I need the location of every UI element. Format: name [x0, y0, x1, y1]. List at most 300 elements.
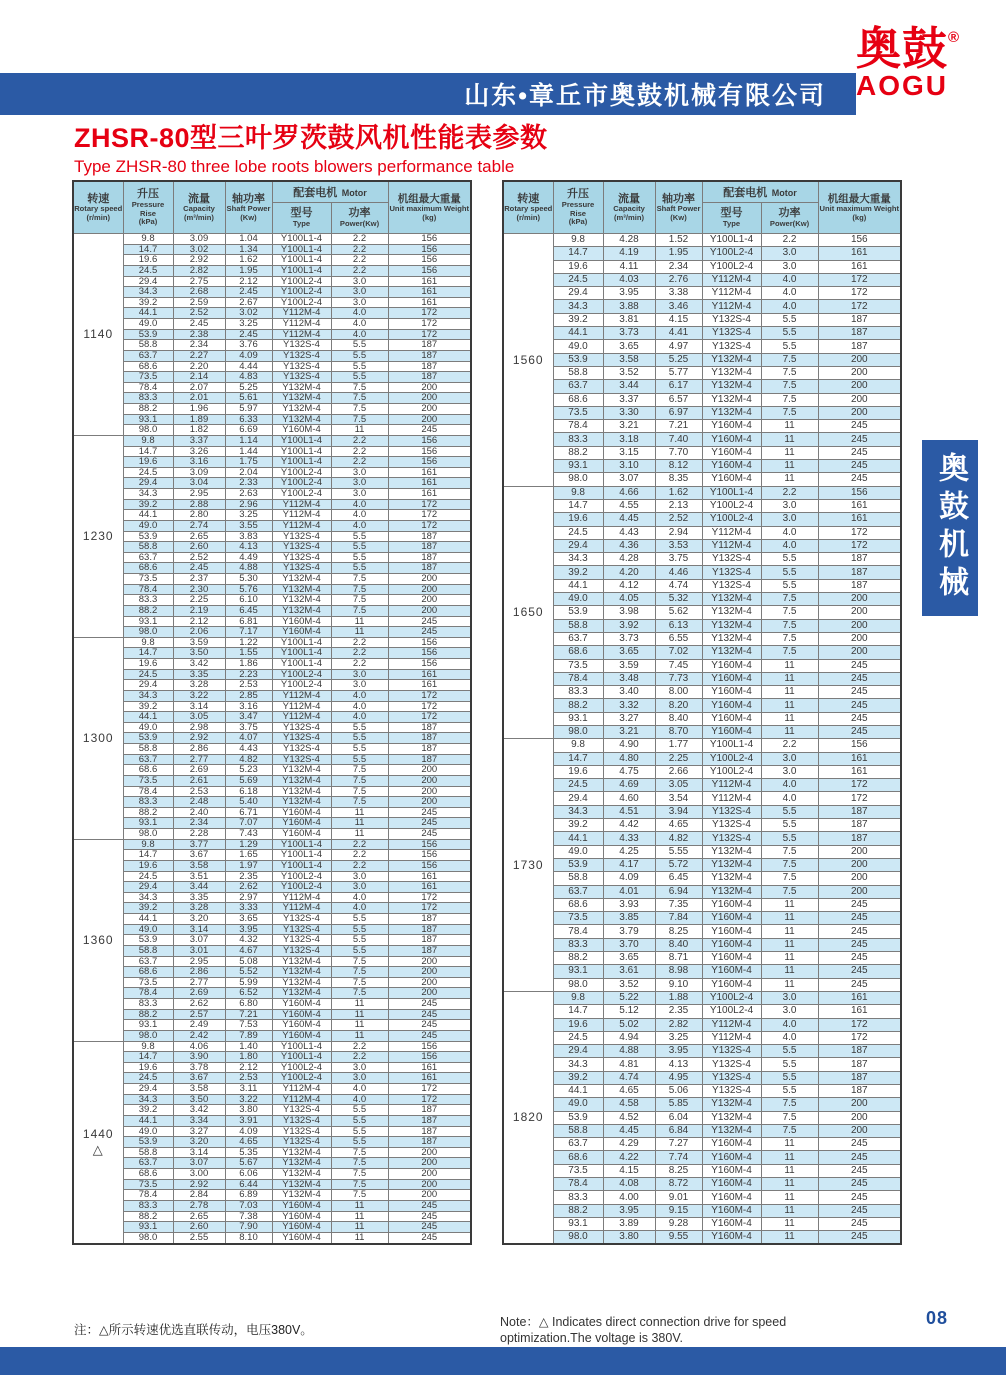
- motor-power-cell: 5.5: [331, 350, 388, 361]
- shaft-power-cell: 8.10: [225, 1232, 272, 1244]
- logo-english: AOGU: [856, 70, 948, 101]
- shaft-power-cell: 2.45: [225, 287, 272, 298]
- motor-type-cell: Y132S-4: [272, 340, 331, 351]
- pressure-cell: 58.8: [553, 366, 603, 379]
- table-row: [73, 733, 471, 744]
- pressure-cell: 9.8: [553, 234, 603, 247]
- motor-power-cell: 2.2: [331, 255, 388, 266]
- capacity-cell: 5.22: [603, 991, 655, 1004]
- pressure-cell: 44.1: [123, 914, 173, 925]
- table-row: [503, 765, 901, 778]
- pressure-cell: 29.4: [553, 539, 603, 552]
- shaft-power-cell: 3.46: [655, 300, 702, 313]
- pressure-cell: 83.3: [553, 433, 603, 446]
- pressure-cell: 58.8: [123, 1147, 173, 1158]
- pressure-cell: 63.7: [553, 380, 603, 393]
- table-row: [503, 1217, 901, 1230]
- table-row: [73, 414, 471, 425]
- weight-cell: 245: [388, 829, 471, 840]
- capacity-cell: 3.21: [603, 420, 655, 433]
- page-subtitle: Type ZHSR-80 three lobe roots blowers performance table: [74, 157, 515, 176]
- motor-power-cell: 11: [761, 1151, 818, 1164]
- weight-cell: 245: [388, 999, 471, 1010]
- table-row: [503, 446, 901, 459]
- motor-power-cell: 7.5: [331, 605, 388, 616]
- shaft-power-cell: 4.07: [225, 733, 272, 744]
- motor-power-cell: 11: [761, 925, 818, 938]
- weight-cell: 245: [388, 1009, 471, 1020]
- page-number: 08: [926, 1308, 949, 1328]
- table-row: [503, 499, 901, 512]
- weight-cell: 161: [388, 467, 471, 478]
- weight-cell: 161: [818, 247, 901, 260]
- table-row: [503, 1005, 901, 1018]
- pressure-cell: 34.3: [553, 300, 603, 313]
- pressure-cell: 58.8: [553, 619, 603, 632]
- table-row: [503, 845, 901, 858]
- shaft-power-cell: 3.25: [225, 510, 272, 521]
- capacity-cell: 3.95: [603, 287, 655, 300]
- capacity-cell: 3.14: [173, 1147, 225, 1158]
- capacity-cell: 2.45: [173, 319, 225, 330]
- weight-cell: 200: [818, 619, 901, 632]
- table-row: [503, 925, 901, 938]
- weight-cell: 245: [818, 420, 901, 433]
- motor-type-cell: Y112M-4: [272, 499, 331, 510]
- weight-cell: 156: [388, 839, 471, 850]
- pressure-cell: 44.1: [553, 832, 603, 845]
- pressure-cell: 68.6: [123, 765, 173, 776]
- capacity-cell: 2.80: [173, 510, 225, 521]
- table-row: [503, 287, 901, 300]
- pressure-cell: 78.4: [553, 925, 603, 938]
- pressure-cell: 78.4: [123, 382, 173, 393]
- table-row: [503, 952, 901, 965]
- weight-cell: 200: [388, 967, 471, 978]
- shaft-power-cell: 5.40: [225, 797, 272, 808]
- motor-power-cell: 5.5: [331, 722, 388, 733]
- capacity-cell: 2.84: [173, 1190, 225, 1201]
- pressure-cell: 98.0: [553, 1231, 603, 1244]
- capacity-cell: 3.58: [173, 860, 225, 871]
- capacity-cell: 2.01: [173, 393, 225, 404]
- capacity-cell: 2.59: [173, 297, 225, 308]
- pressure-cell: 29.4: [123, 680, 173, 691]
- weight-cell: 156: [388, 255, 471, 266]
- table-row: [73, 616, 471, 627]
- motor-type-cell: Y160M-4: [272, 829, 331, 840]
- motor-type-cell: Y132S-4: [272, 563, 331, 574]
- motor-power-cell: 2.2: [331, 446, 388, 457]
- pressure-cell: 88.2: [553, 699, 603, 712]
- shaft-power-cell: 3.16: [225, 701, 272, 712]
- weight-cell: 245: [818, 433, 901, 446]
- shaft-power-cell: 6.17: [655, 380, 702, 393]
- pressure-cell: 24.5: [123, 871, 173, 882]
- pressure-cell: 19.6: [553, 765, 603, 778]
- motor-power-cell: 11: [331, 1200, 388, 1211]
- capacity-cell: 4.66: [603, 486, 655, 499]
- motor-type-cell: Y132S-4: [272, 733, 331, 744]
- motor-type-cell: Y132M-4: [702, 858, 761, 871]
- motor-power-cell: 11: [761, 938, 818, 951]
- pressure-cell: 19.6: [123, 255, 173, 266]
- shaft-power-cell: 3.55: [225, 520, 272, 531]
- table-row: [503, 553, 901, 566]
- weight-cell: 200: [818, 646, 901, 659]
- capacity-cell: 2.06: [173, 627, 225, 638]
- capacity-cell: 3.28: [173, 903, 225, 914]
- table-row: [73, 627, 471, 638]
- shaft-power-cell: 6.55: [655, 632, 702, 645]
- weight-cell: 187: [388, 372, 471, 383]
- shaft-power-cell: 8.00: [655, 686, 702, 699]
- pressure-cell: 88.2: [553, 446, 603, 459]
- motor-power-cell: 11: [761, 473, 818, 486]
- shaft-power-cell: 5.76: [225, 584, 272, 595]
- motor-type-cell: Y160M-4: [702, 699, 761, 712]
- table-row: [73, 457, 471, 468]
- capacity-cell: 3.79: [603, 925, 655, 938]
- weight-cell: 245: [388, 1211, 471, 1222]
- table-row: [503, 526, 901, 539]
- motor-power-cell: 4.0: [331, 1084, 388, 1095]
- weight-cell: 187: [388, 733, 471, 744]
- weight-cell: 187: [388, 531, 471, 542]
- shaft-power-cell: 6.69: [225, 425, 272, 436]
- pressure-cell: 29.4: [123, 478, 173, 489]
- motor-type-cell: Y160M-4: [272, 1009, 331, 1020]
- table-row: [73, 1030, 471, 1041]
- capacity-cell: 2.82: [173, 265, 225, 276]
- pressure-cell: 93.1: [553, 965, 603, 978]
- pressure-cell: 78.4: [553, 1178, 603, 1191]
- shaft-power-cell: 4.65: [655, 819, 702, 832]
- shaft-power-cell: 6.81: [225, 616, 272, 627]
- capacity-cell: 2.20: [173, 361, 225, 372]
- motor-type-cell: Y132S-4: [702, 1071, 761, 1084]
- weight-cell: 161: [388, 276, 471, 287]
- pressure-cell: 78.4: [553, 672, 603, 685]
- capacity-cell: 3.59: [173, 637, 225, 648]
- motor-type-cell: Y112M-4: [272, 892, 331, 903]
- pressure-cell: 14.7: [123, 446, 173, 457]
- pressure-cell: 83.3: [553, 686, 603, 699]
- pressure-cell: 73.5: [123, 372, 173, 383]
- motor-type-cell: Y132M-4: [272, 574, 331, 585]
- motor-type-cell: Y160M-4: [702, 659, 761, 672]
- registered-trademark-icon: ®: [948, 29, 961, 46]
- page-title: ZHSR-80型三叶罗茨鼓风机性能表参数: [74, 123, 548, 153]
- weight-cell: 156: [388, 1052, 471, 1063]
- shaft-power-cell: 4.82: [655, 832, 702, 845]
- logo-chinese: 奥鼓®: [856, 23, 961, 74]
- motor-type-cell: Y160M-4: [702, 898, 761, 911]
- table-row: [503, 353, 901, 366]
- capacity-cell: 3.37: [173, 435, 225, 446]
- pressure-cell: 44.1: [123, 1115, 173, 1126]
- capacity-cell: 3.50: [173, 648, 225, 659]
- pressure-cell: 78.4: [123, 584, 173, 595]
- pressure-cell: 58.8: [553, 872, 603, 885]
- table-row: [73, 563, 471, 574]
- table-row: [503, 672, 901, 685]
- weight-cell: 245: [818, 473, 901, 486]
- side-tab-brand: 奥鼓机械: [922, 440, 978, 616]
- shaft-power-cell: 5.25: [655, 353, 702, 366]
- weight-cell: 172: [388, 701, 471, 712]
- motor-type-cell: Y100L2-4: [272, 297, 331, 308]
- motor-power-cell: 7.5: [761, 353, 818, 366]
- motor-type-cell: Y160M-4: [272, 1030, 331, 1041]
- motor-type-cell: Y132S-4: [272, 935, 331, 946]
- weight-cell: 156: [388, 860, 471, 871]
- shaft-power-cell: 3.53: [655, 539, 702, 552]
- table-row: [503, 247, 901, 260]
- motor-type-cell: Y132M-4: [272, 382, 331, 393]
- weight-cell: 200: [388, 956, 471, 967]
- shaft-power-cell: 5.06: [655, 1085, 702, 1098]
- pressure-cell: 34.3: [123, 892, 173, 903]
- shaft-power-cell: 1.44: [225, 446, 272, 457]
- weight-cell: 200: [818, 872, 901, 885]
- motor-power-cell: 5.5: [761, 819, 818, 832]
- weight-cell: 187: [388, 914, 471, 925]
- col-header-pressure: 升压 Pressure Rise (kPa): [553, 181, 603, 234]
- weight-cell: 200: [818, 1098, 901, 1111]
- col-header-motor: 配套电机 Motor: [702, 181, 818, 203]
- motor-power-cell: 3.0: [331, 276, 388, 287]
- motor-type-cell: Y100L2-4: [272, 680, 331, 691]
- shaft-power-cell: 2.66: [655, 765, 702, 778]
- motor-type-cell: Y100L1-4: [272, 446, 331, 457]
- table-row: [503, 858, 901, 871]
- table-row: [73, 308, 471, 319]
- shaft-power-cell: 4.46: [655, 566, 702, 579]
- table-row: [73, 839, 471, 850]
- weight-cell: 156: [388, 265, 471, 276]
- pressure-cell: 98.0: [553, 473, 603, 486]
- motor-type-cell: Y132S-4: [272, 914, 331, 925]
- pressure-cell: 73.5: [123, 574, 173, 585]
- pressure-cell: 53.9: [123, 935, 173, 946]
- motor-power-cell: 11: [331, 999, 388, 1010]
- weight-cell: 200: [388, 584, 471, 595]
- motor-type-cell: Y160M-4: [702, 473, 761, 486]
- capacity-cell: 3.42: [173, 1105, 225, 1116]
- motor-power-cell: 7.5: [761, 632, 818, 645]
- weight-cell: 161: [818, 752, 901, 765]
- motor-type-cell: Y132S-4: [702, 327, 761, 340]
- weight-cell: 245: [388, 1232, 471, 1244]
- motor-power-cell: 4.0: [761, 1018, 818, 1031]
- motor-type-cell: Y132M-4: [702, 619, 761, 632]
- capacity-cell: 4.28: [603, 234, 655, 247]
- motor-type-cell: Y160M-4: [702, 1191, 761, 1204]
- motor-type-cell: Y100L1-4: [272, 244, 331, 255]
- shaft-power-cell: 7.89: [225, 1030, 272, 1041]
- motor-power-cell: 5.5: [761, 805, 818, 818]
- capacity-cell: 3.58: [603, 353, 655, 366]
- weight-cell: 245: [818, 686, 901, 699]
- motor-power-cell: 7.5: [331, 988, 388, 999]
- table-row: [73, 797, 471, 808]
- weight-cell: 156: [388, 435, 471, 446]
- shaft-power-cell: 2.96: [225, 499, 272, 510]
- capacity-cell: 4.51: [603, 805, 655, 818]
- shaft-power-cell: 6.84: [655, 1124, 702, 1137]
- capacity-cell: 4.03: [603, 273, 655, 286]
- table-row: [73, 712, 471, 723]
- capacity-cell: 2.92: [173, 1179, 225, 1190]
- weight-cell: 187: [818, 819, 901, 832]
- weight-cell: 172: [388, 329, 471, 340]
- weight-cell: 245: [818, 725, 901, 738]
- motor-type-cell: Y160M-4: [702, 686, 761, 699]
- motor-type-cell: Y100L1-4: [272, 435, 331, 446]
- pressure-cell: 68.6: [123, 563, 173, 574]
- capacity-cell: 3.10: [603, 460, 655, 473]
- capacity-cell: 3.07: [173, 935, 225, 946]
- motor-power-cell: 5.5: [331, 935, 388, 946]
- shaft-power-cell: 5.85: [655, 1098, 702, 1111]
- motor-power-cell: 3.0: [761, 260, 818, 273]
- weight-cell: 187: [388, 1137, 471, 1148]
- table-row: [503, 938, 901, 951]
- rotary-speed-group-label: 1820: [503, 991, 553, 1244]
- motor-power-cell: 3.0: [331, 467, 388, 478]
- capacity-cell: 2.07: [173, 382, 225, 393]
- motor-power-cell: 7.5: [761, 858, 818, 871]
- capacity-cell: 3.59: [603, 659, 655, 672]
- table-row: [73, 265, 471, 276]
- shaft-power-cell: 6.10: [225, 595, 272, 606]
- shaft-power-cell: 1.77: [655, 739, 702, 752]
- weight-cell: 200: [388, 393, 471, 404]
- col-header-speed: 转速 Rotary speed (r/min): [503, 181, 553, 234]
- capacity-cell: 3.80: [603, 1231, 655, 1244]
- capacity-cell: 2.34: [173, 818, 225, 829]
- weight-cell: 245: [818, 1151, 901, 1164]
- shaft-power-cell: 3.94: [655, 805, 702, 818]
- motor-power-cell: 11: [761, 898, 818, 911]
- motor-power-cell: 7.5: [331, 382, 388, 393]
- shaft-power-cell: 5.61: [225, 393, 272, 404]
- capacity-cell: 3.42: [173, 659, 225, 670]
- shaft-power-cell: 3.75: [225, 722, 272, 733]
- shaft-power-cell: 3.11: [225, 1084, 272, 1095]
- motor-power-cell: 3.0: [761, 247, 818, 260]
- weight-cell: 156: [388, 446, 471, 457]
- table-row: [73, 404, 471, 415]
- motor-type-cell: Y132S-4: [702, 566, 761, 579]
- capacity-cell: 2.92: [173, 255, 225, 266]
- capacity-cell: 3.90: [173, 1052, 225, 1063]
- shaft-power-cell: 4.83: [225, 372, 272, 383]
- rotary-speed-group-label: 1360: [73, 839, 123, 1041]
- shaft-power-cell: 7.53: [225, 1020, 272, 1031]
- table-row: [73, 1020, 471, 1031]
- weight-cell: 156: [818, 234, 901, 247]
- shaft-power-cell: 7.90: [225, 1222, 272, 1233]
- capacity-cell: 3.50: [173, 1094, 225, 1105]
- weight-cell: 200: [388, 1147, 471, 1158]
- table-row: [503, 380, 901, 393]
- motor-type-cell: Y112M-4: [272, 510, 331, 521]
- pressure-cell: 44.1: [123, 510, 173, 521]
- capacity-cell: 2.65: [173, 1211, 225, 1222]
- col-header-capacity: 流量 Capacity (m³/min): [173, 181, 225, 234]
- motor-power-cell: 11: [331, 1030, 388, 1041]
- motor-power-cell: 5.5: [331, 542, 388, 553]
- shaft-power-cell: 3.65: [225, 914, 272, 925]
- table-row: [73, 956, 471, 967]
- pressure-cell: 44.1: [553, 1085, 603, 1098]
- table-row: [73, 765, 471, 776]
- motor-type-cell: Y100L1-4: [272, 659, 331, 670]
- capacity-cell: 2.19: [173, 605, 225, 616]
- capacity-cell: 3.22: [173, 690, 225, 701]
- shaft-power-cell: 1.75: [225, 457, 272, 468]
- weight-cell: 187: [388, 754, 471, 765]
- capacity-cell: 2.61: [173, 775, 225, 786]
- motor-type-cell: Y132M-4: [702, 1124, 761, 1137]
- weight-cell: 161: [818, 260, 901, 273]
- table-row: [503, 712, 901, 725]
- weight-cell: 200: [388, 595, 471, 606]
- motor-type-cell: Y112M-4: [702, 539, 761, 552]
- motor-type-cell: Y112M-4: [702, 779, 761, 792]
- pressure-cell: 24.5: [553, 779, 603, 792]
- table-row: [503, 366, 901, 379]
- capacity-cell: 4.09: [603, 872, 655, 885]
- shaft-power-cell: 7.74: [655, 1151, 702, 1164]
- pressure-cell: 93.1: [123, 1222, 173, 1233]
- pressure-cell: 29.4: [123, 1084, 173, 1095]
- motor-type-cell: Y132S-4: [272, 350, 331, 361]
- shaft-power-cell: 1.86: [225, 659, 272, 670]
- capacity-cell: 4.28: [603, 553, 655, 566]
- shaft-power-cell: 2.53: [225, 680, 272, 691]
- motor-type-cell: Y132S-4: [272, 1126, 331, 1137]
- table-row: [73, 574, 471, 585]
- table-row: [73, 999, 471, 1010]
- shaft-power-cell: 3.25: [655, 1031, 702, 1044]
- motor-power-cell: 7.5: [331, 1147, 388, 1158]
- motor-type-cell: Y132M-4: [272, 584, 331, 595]
- motor-type-cell: Y112M-4: [272, 308, 331, 319]
- motor-power-cell: 5.5: [761, 553, 818, 566]
- motor-type-cell: Y132S-4: [272, 531, 331, 542]
- motor-power-cell: 3.0: [761, 991, 818, 1004]
- weight-cell: 245: [818, 952, 901, 965]
- capacity-cell: 2.60: [173, 542, 225, 553]
- table-row: [73, 244, 471, 255]
- capacity-cell: 4.55: [603, 499, 655, 512]
- pressure-cell: 93.1: [123, 414, 173, 425]
- capacity-cell: 4.08: [603, 1178, 655, 1191]
- motor-power-cell: 5.5: [331, 945, 388, 956]
- table-row: [73, 584, 471, 595]
- table-row: [73, 807, 471, 818]
- capacity-cell: 4.52: [603, 1111, 655, 1124]
- capacity-cell: 4.22: [603, 1151, 655, 1164]
- pressure-cell: 63.7: [553, 1138, 603, 1151]
- table-row: [73, 1094, 471, 1105]
- motor-power-cell: 11: [331, 616, 388, 627]
- shaft-power-cell: 7.43: [225, 829, 272, 840]
- motor-power-cell: 4.0: [331, 701, 388, 712]
